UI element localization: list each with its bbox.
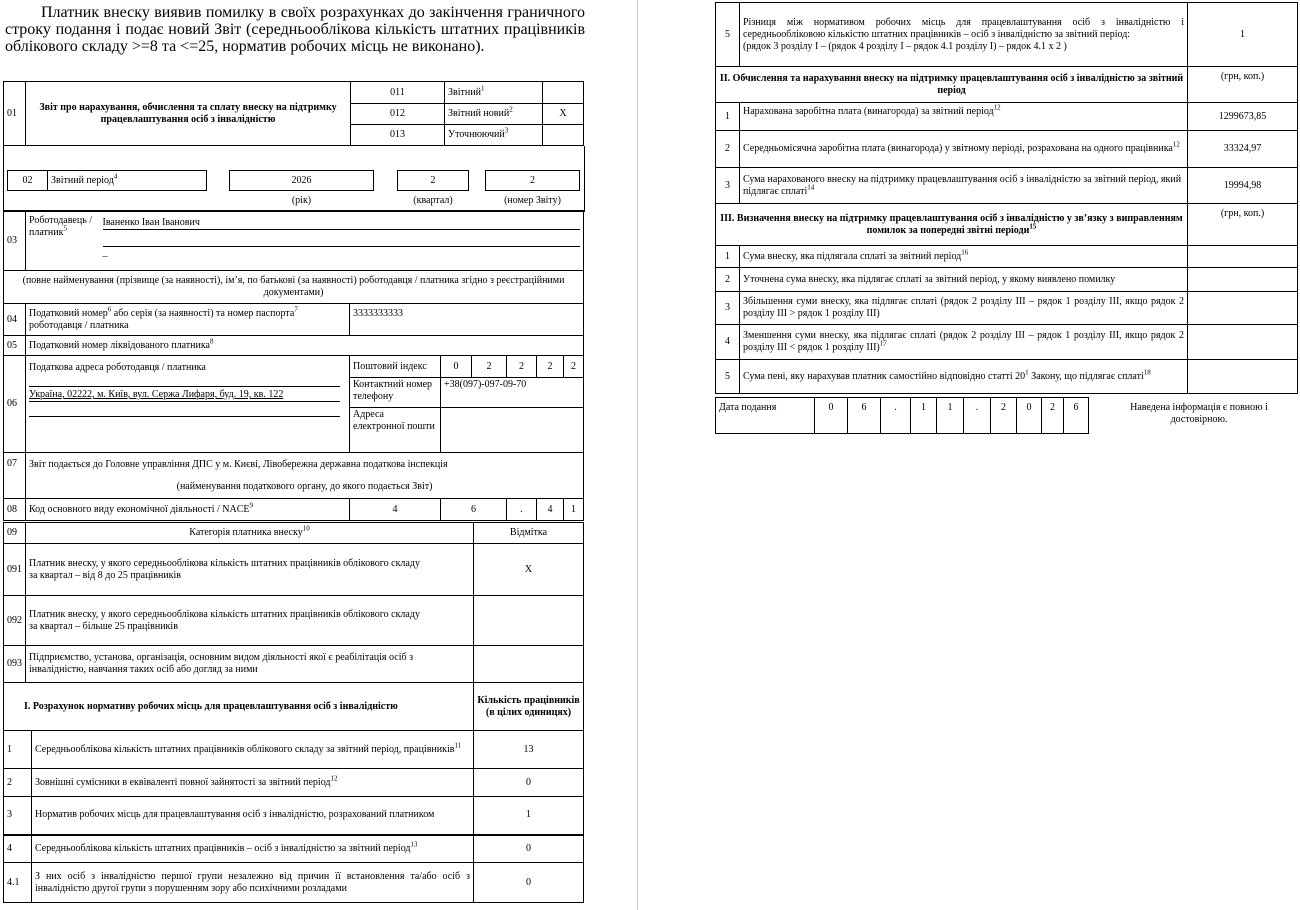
date-digit-4[interactable]: 1: [937, 398, 964, 434]
s3-row-3-text: Збільшення суми внеску, яка підлягає сплаті (рядок 2 розділу III – рядок 1 розділу III, якщо рядок 2 розділу III > рядок 1 розділу III): [740, 292, 1188, 325]
s1-row-1-value[interactable]: 13: [474, 731, 584, 769]
s2-row-num-1: 1: [716, 103, 740, 131]
period-label: Звітний період$^4$: [48, 171, 207, 191]
date-dot-1: .: [881, 398, 911, 434]
type-label-013: Уточнюючий$^3$: [445, 125, 543, 146]
category-093-text: Підприємство, установа, організація, основним видом діяльності якої є реабілітація осіб з інвалідністю, навчання таких осіб або догляд за ними: [26, 646, 474, 683]
quarter-caption: (квартал): [413, 195, 453, 206]
postal-digit-4[interactable]: 2: [537, 356, 564, 378]
employer-name[interactable]: Іваненко Іван Іванович: [103, 217, 581, 230]
tax-number-label: Податковий номер$^6$ або серія (за наявності) та номер паспорта$^7$ роботодавця / платника: [26, 304, 350, 336]
section1-unit: Кількість працівників (в цілих одиницях): [474, 683, 584, 731]
row-num-02: 02: [8, 171, 48, 191]
category-table: [3, 522, 584, 683]
postal-digit-1[interactable]: 0: [441, 356, 472, 378]
type-mark-013[interactable]: [543, 125, 584, 146]
row-num-09: 09: [4, 523, 26, 544]
employer-value-cell: [100, 211, 584, 271]
date-digit-8[interactable]: 6: [1064, 398, 1089, 434]
s3-row-4-text: Зменшення суми внеску, яка підлягає сплаті (рядок 2 розділу III – рядок 1 розділу III, якщо рядок 2 розділу III < рядок 1 розділу III)$^{17}$: [740, 325, 1188, 360]
s1-row-2-value[interactable]: 0: [474, 769, 584, 797]
email-label: Адреса електронної пошти: [350, 408, 441, 453]
main-form-table: [3, 210, 584, 521]
type-code-012: 012: [351, 104, 445, 125]
s1-row-1-text: Середньооблікова кількість штатних працівників облікового складу за звітний період, працівників$^{11}$: [32, 731, 474, 769]
period-quarter-box: [397, 170, 469, 191]
type-mark-011[interactable]: [543, 82, 584, 104]
s3-row-4-value[interactable]: [1188, 325, 1298, 360]
s1-row-num-3: 3: [4, 797, 32, 835]
phone-label: Контактний номер телефону: [350, 378, 441, 408]
address-cell: [26, 356, 350, 453]
date-table: [715, 397, 1089, 434]
s1-row-num-5: 5: [716, 3, 740, 67]
address-value[interactable]: Україна, 02222, м. Київ, вул. Сержа Лифаря, буд. 19, кв. 122: [29, 389, 340, 402]
date-label: Дата подання: [716, 398, 815, 434]
s2-row-1-value[interactable]: 1299673,85: [1188, 103, 1298, 131]
email-value[interactable]: [441, 408, 584, 453]
section2-unit: (грн, коп.): [1188, 67, 1298, 103]
row-num-03: 03: [4, 211, 26, 271]
period-year-box: [229, 170, 374, 191]
s3-row-num-1: 1: [716, 246, 740, 268]
s3-row-num-5: 5: [716, 360, 740, 394]
s2-row-3-value[interactable]: 19994,98: [1188, 168, 1298, 204]
s3-row-5-text: Сума пені, яку нарахував платник самостійно відповідно статті $20^1$ Закону, що підлягає сплаті$^{18}$: [740, 360, 1188, 394]
category-label: Категорія платника внеску$^{10}$: [26, 523, 474, 544]
type-code-011: 011: [351, 82, 445, 104]
nace-digit-2[interactable]: 6: [441, 499, 507, 521]
category-092-text: Платник внеску, у якого середньооблікова кількість штатних працівників облікового складу за квартал – більше 25 працівників: [26, 596, 474, 646]
employer-dash: –: [102, 251, 108, 262]
accuracy-note: Наведена інформація є повною і достовірною.: [1130, 402, 1268, 425]
date-digit-1[interactable]: 0: [815, 398, 848, 434]
nace-digit-3[interactable]: 4: [537, 499, 564, 521]
s2-row-2-value[interactable]: 33324,97: [1188, 131, 1298, 168]
address-line-3: [29, 404, 340, 417]
postal-digit-3[interactable]: 2: [507, 356, 537, 378]
type-label-012: Звітний новий$^2$: [445, 104, 543, 125]
row-num-04: 04: [4, 304, 26, 336]
s3-row-3-value[interactable]: [1188, 292, 1298, 325]
category-091-mark[interactable]: X: [474, 544, 584, 596]
right-form-table: [715, 2, 1298, 394]
intro-text: Платник внеску виявив помилку в своїх розрахунках до закінчення граничного строку подання і подає новий Звіт (середньооблікова кількість штатних працівників облікового складу >=8 та <=25, норматив робочих місць не виконано).: [5, 4, 585, 55]
row-num-05: 05: [4, 336, 26, 356]
tax-office-caption: (найменування податкового органу, до якого подається Звіт): [26, 477, 584, 499]
row-num-01: 01: [4, 82, 26, 146]
employer-caption: (повне найменування (прізвище (за наявності), ім’я, по батькові (за наявності) роботодавця / платника згідно з реєстраційними документами): [4, 271, 584, 304]
date-digit-2[interactable]: 6: [848, 398, 881, 434]
report-header-table: [3, 81, 584, 146]
section3-title: III. Визначення внеску на підтримку працевлаштування осіб з інвалідністю у зв’язку з виправленням помилок за попередні звітні періоди$^{15}$: [716, 204, 1188, 246]
date-digit-5[interactable]: 2: [991, 398, 1017, 434]
report-title: Звіт про нарахування, обчислення та сплату внеску на підтримку працевлаштування осіб з інвалідністю: [26, 82, 351, 146]
s1-row-4-1-text: З них осіб з інвалідністю першої групи незалежно від причин її встановлення та/або осіб з інвалідністю другої групи з порушенням зору або психічними розладами: [32, 863, 474, 903]
date-digit-3[interactable]: 1: [911, 398, 937, 434]
period-report-no[interactable]: 2: [486, 171, 580, 191]
s1-row-4-1-value[interactable]: 0: [474, 863, 584, 903]
s1-row-5-text: Різниця між нормативом робочих місць для працевлаштування осіб з інвалідністю і середньообліковою кількістю штатних працівників – осіб з інвалідністю за звітний період: (рядок 3 розділу I – (рядок 4 розділу I – рядок 4.1 розділу I) – рядок 4.1 х 2 ): [740, 3, 1188, 67]
s2-row-1-text: Нарахована заробітна плата (винагорода) за звітний період$^{12}$: [740, 103, 1188, 131]
s3-row-1-text: Сума внеску, яка підлягала сплаті за звітний період$^{16}$: [740, 246, 1188, 268]
period-year[interactable]: 2026: [230, 171, 374, 191]
year-caption: (рік): [291, 195, 312, 206]
type-mark-012[interactable]: X: [543, 104, 584, 125]
page-divider: [637, 0, 638, 910]
s2-row-num-3: 3: [716, 168, 740, 204]
report-no-caption: (номер Звіту): [504, 195, 561, 206]
s1-row-5-value[interactable]: 1: [1188, 3, 1298, 67]
s1-row-2-text: Зовнішні сумісники в еквіваленті повної зайнятості за звітний період$^{12}$: [32, 769, 474, 797]
row-num-093: 093: [4, 646, 26, 683]
s2-row-num-2: 2: [716, 131, 740, 168]
section1-table: [3, 682, 584, 903]
s1-row-num-1: 1: [4, 731, 32, 769]
s1-row-3-text: Норматив робочих місць для працевлаштування осіб з інвалідністю, розрахований платником: [32, 797, 474, 835]
date-digit-7[interactable]: 2: [1042, 398, 1064, 434]
postal-label: Поштовий індекс: [350, 356, 441, 378]
period-label-box: [7, 170, 207, 191]
period-quarter[interactable]: 2: [398, 171, 469, 191]
s3-row-num-4: 4: [716, 325, 740, 360]
address-label: Податкова адреса роботодавця / платника: [29, 362, 206, 373]
category-092-mark[interactable]: [474, 596, 584, 646]
category-093-mark[interactable]: [474, 646, 584, 683]
phone-value[interactable]: +38(097)-097-09-70: [441, 378, 584, 408]
employer-line-2: [103, 234, 581, 247]
s3-row-1-value[interactable]: [1188, 246, 1298, 268]
s1-row-3-value[interactable]: 1: [474, 797, 584, 835]
s1-row-num-4-1: 4.1: [4, 863, 32, 903]
s1-row-num-2: 2: [4, 769, 32, 797]
section1-title: I. Розрахунок нормативу робочих місць для працевлаштування осіб з інвалідністю: [4, 683, 474, 731]
section3-unit: (грн, коп.): [1188, 204, 1298, 246]
category-mark-header: Відмітка: [474, 523, 584, 544]
s1-row-4-value[interactable]: 0: [474, 835, 584, 863]
row-num-07: 07: [4, 453, 26, 499]
s1-row-num-4: 4: [4, 835, 32, 863]
row-num-08: 08: [4, 499, 26, 521]
type-code-013: 013: [351, 125, 445, 146]
tax-number-value[interactable]: 3333333333: [350, 304, 584, 336]
nace-digit-4[interactable]: 1: [564, 499, 584, 521]
period-report-no-box: [485, 170, 580, 191]
type-label-011: Звітний$^1$: [445, 82, 543, 104]
nace-digit-1[interactable]: 4: [350, 499, 441, 521]
nace-dot: .: [507, 499, 537, 521]
liquidated-label: Податковий номер ліквідованого платника$^8$: [26, 336, 584, 356]
postal-digit-2[interactable]: 2: [472, 356, 507, 378]
row-num-06: 06: [4, 356, 26, 453]
row-num-092: 092: [4, 596, 26, 646]
s3-row-num-3: 3: [716, 292, 740, 325]
address-line-1: [29, 376, 340, 387]
s3-row-2-value[interactable]: [1188, 268, 1298, 292]
date-digit-6[interactable]: 0: [1017, 398, 1042, 434]
tax-office-text[interactable]: Звіт подається до Головне управління ДПС у м. Києві, Лівобережна державна податкова інспекція: [26, 453, 584, 477]
s2-row-3-text: Сума нарахованого внеску на підтримку працевлаштування осіб з інвалідністю за звітний період, який підлягає сплаті$^{14}$: [740, 168, 1188, 204]
postal-digit-5[interactable]: 2: [564, 356, 584, 378]
nace-label: Код основного виду економічної діяльності / NACE$^9$: [26, 499, 350, 521]
s3-row-num-2: 2: [716, 268, 740, 292]
employer-label: Роботодавець / платник$^5$: [26, 211, 100, 271]
s3-row-2-text: Уточнена сума внеску, яка підлягає сплаті за звітний період, у якому виявлено помилку: [740, 268, 1188, 292]
s1-row-4-text: Середньооблікова кількість штатних працівників – осіб з інвалідністю за звітний період$^{13}$: [32, 835, 474, 863]
section2-title: II. Обчислення та нарахування внеску на підтримку працевлаштування осіб з інвалідністю за звітний період: [716, 67, 1188, 103]
category-091-text: Платник внеску, у якого середньооблікова кількість штатних працівників облікового складу за квартал – від 8 до 25 працівників: [26, 544, 474, 596]
s3-row-5-value[interactable]: [1188, 360, 1298, 394]
row-num-091: 091: [4, 544, 26, 596]
date-dot-2: .: [964, 398, 991, 434]
s2-row-2-text: Середньомісячна заробітна плата (винагорода) у звітному періоді, розрахована на одного працівника$^{12}$: [740, 131, 1188, 168]
